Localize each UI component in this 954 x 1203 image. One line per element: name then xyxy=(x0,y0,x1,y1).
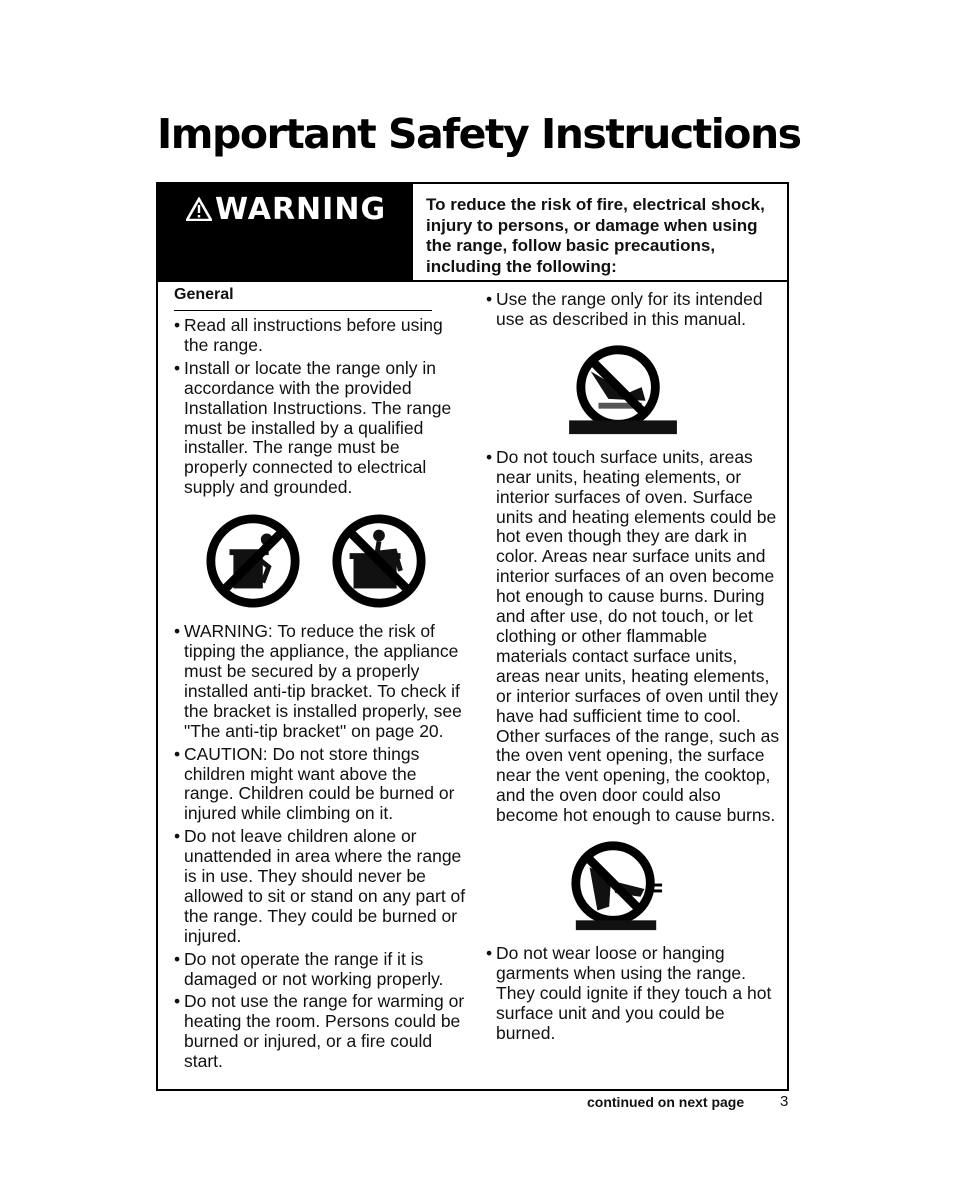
warning-label-text: WARNING xyxy=(215,192,387,227)
list-item: • Do not touch surface units, areas near units, heating elements, or interior surfaces of oven. Surface units and heating elements could be hot even though they are dark in color. Areas near surface units and interior surfaces of an oven become hot enough to cause burns. During and after use, do not touch, or let clothing or other flammable materials contact surface units, areas near units, heating elements, or interior surfaces of oven until they have had sufficient time to cool. Other surfaces of the range, such as the oven vent opening, the surface near the vent opening, the cooktop, and the oven door could also become hot enough to cause burns. xyxy=(486,448,781,826)
list-item: • Use the range only for its intended use as described in this manual. xyxy=(486,290,781,330)
list-item: • Install or locate the range only in accordance with the provided Installation Instructions. The range must be installed by a qualified installer. The range must be properly connected to electrical supply and grounded. xyxy=(174,359,466,498)
list-item: • Do not use the range for warming or heating the room. Persons could be burned or injured, or a fire could start. xyxy=(174,992,466,1072)
continued-note: continued on next page xyxy=(587,1094,745,1110)
right-column xyxy=(486,290,781,1047)
page-number: 3 xyxy=(780,1093,789,1110)
warning-triangle-icon xyxy=(186,197,212,221)
garment-icon-wrap xyxy=(568,838,781,936)
safety-frame xyxy=(156,182,789,1091)
warning-intro: To reduce the risk of fire, electrical shock, injury to persons, or damage when using the range, follow basic precautions, including the following: xyxy=(426,195,765,276)
list-item: • Do not wear loose or hanging garments when using the range. They could ignite if they touch a hot surface unit and you could be burned. xyxy=(486,944,781,1044)
list-item: • Read all instructions before using the range. xyxy=(174,316,466,356)
warning-box xyxy=(158,184,413,282)
warning-label xyxy=(186,192,386,227)
list-item: • Do not operate the range if it is damaged or not working properly. xyxy=(174,950,466,990)
page-title: Important Safety Instructions xyxy=(157,110,801,158)
header-divider xyxy=(413,280,789,282)
no-sitting-icon xyxy=(330,512,428,610)
no-touch-hot-surface-icon xyxy=(568,342,680,440)
list-item: • Do not leave children alone or unattended in area where the range is in use. They should never be allowed to sit or stand on any part of the range. They could be burned or injured. xyxy=(174,827,466,946)
section-heading-general: General xyxy=(174,286,432,311)
no-climbing-icon xyxy=(204,512,302,610)
left-column xyxy=(174,286,466,1075)
list-item: • WARNING: To reduce the risk of tipping the appliance, the appliance must be secured by a properly installed anti-tip bracket. To check if the bracket is installed properly, see "The anti-tip bracket" on page 20. xyxy=(174,622,466,741)
hot-surface-icon-wrap xyxy=(568,342,781,440)
list-item: • CAUTION: Do not store things children might want above the range. Children could be burned or injured while climbing on it. xyxy=(174,745,466,825)
anti-tip-icons xyxy=(204,512,466,610)
no-loose-garment-icon xyxy=(568,838,666,936)
